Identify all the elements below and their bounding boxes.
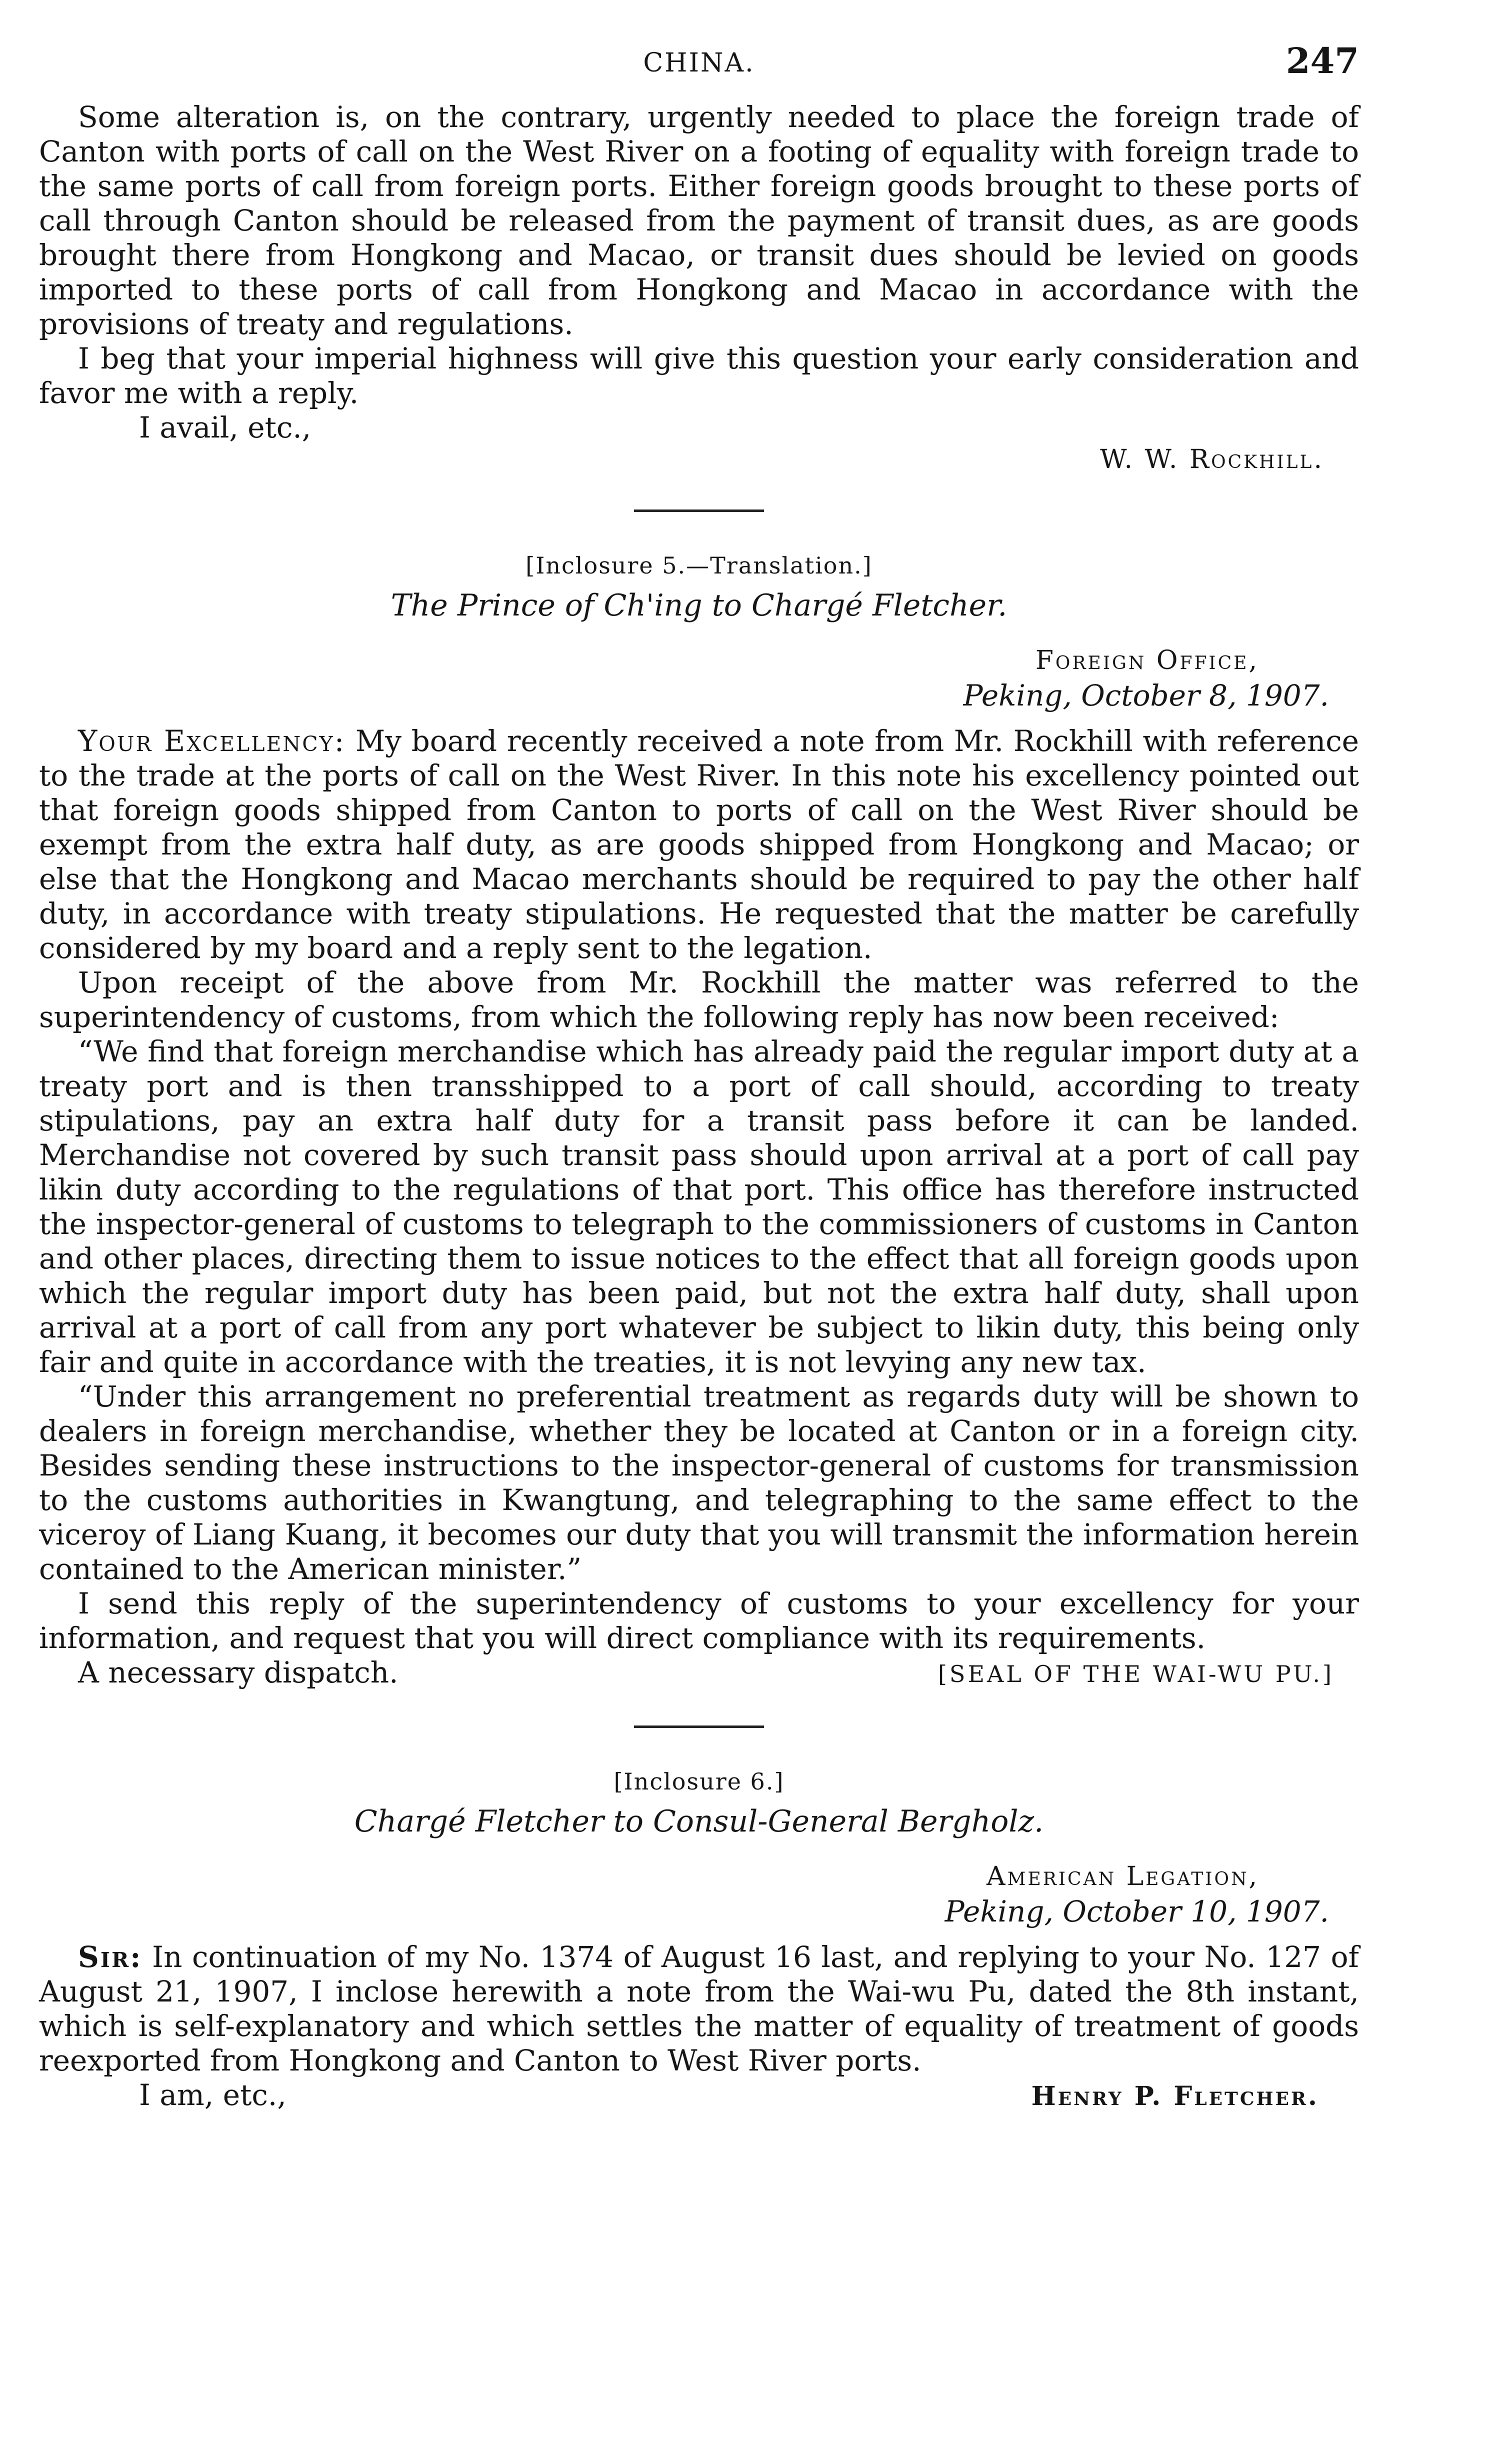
rockhill-letter-end bbox=[39, 100, 1359, 480]
inclosure-title: Chargé Fletcher to Consul-General Bergholz. bbox=[354, 1804, 1044, 1839]
closing-block bbox=[39, 1656, 1359, 1696]
quoted-paragraph: “We find that foreign merchandise which has already paid the regular import duty at a treaty port and is then transshipped to a port of call should, according to treaty stipulations, pay an extra half duty for a transit pass before it can be landed. Merchandise not covered by such transit pass should upon arrival at a port of call pay likin duty according to the regulations of that port. This office has therefore instructed the inspector-general of customs to telegraph to the commissioners of customs in Canton and other places, directing them to issue notices to the effect that all foreign goods upon which the regular import duty has been paid, but not the extra half duty, shall upon arrival at a port of call from any port whatever be subject to likin duty, this being only fair and quite in accordance with the treaties, it is not levying any new tax. bbox=[39, 1034, 1359, 1379]
signature: Henry P. Fletcher. bbox=[1031, 2081, 1319, 2112]
paragraph: I beg that your imperial highness will give this question your early consideration and favor me with a reply. bbox=[39, 342, 1359, 410]
paragraph-text: My board recently received a note from Mr. Rockhill with reference to the trade at the ports of call on the West River. In this note his excellency pointed out that foreign goods shipped from Canton to ports of call on the West River should be exempt from the extra half duty, as are goods shipped from Hongkong and Macao; or else that the Hongkong and Macao merchants should be required to pay the other half duty, in accordance with treaty stipulations. He requested that the matter be carefully considered by my board and a reply sent to the legation. bbox=[39, 724, 1360, 965]
paragraph bbox=[39, 724, 1359, 966]
dateline: Peking, October 8, 1907. bbox=[963, 678, 1329, 712]
paragraph: Some alteration is, on the contrary, urgently needed to place the foreign trade of Canton with ports of call on the West River on a footing of equality with foreign trade to the same ports of call from foreign ports. Either foreign goods brought to these ports of call through Canton should be released from the payment of transit dues, as are goods brought there from Hongkong and Macao, or transit dues should be levied on goods imported to these ports of call from Hongkong and Macao in accordance with the provisions of treaty and regulations. bbox=[39, 100, 1359, 341]
running-title: CHINA. bbox=[643, 48, 755, 78]
dateline-block bbox=[39, 643, 1359, 713]
dateline-block bbox=[39, 1859, 1359, 1929]
page-header bbox=[39, 40, 1359, 100]
signature: W. W. Rockhill. bbox=[1100, 444, 1324, 474]
inclosure-title: The Prince of Ch'ing to Chargé Fletcher. bbox=[390, 588, 1008, 623]
paragraph: Upon receipt of the above from Mr. Rockhill the matter was referred to the superintendency of customs, from which the following reply has now been received: bbox=[39, 966, 1359, 1034]
closing-line: I avail, etc., bbox=[139, 410, 312, 444]
closing-line: A necessary dispatch. bbox=[78, 1656, 398, 1690]
quoted-paragraph: “Under this arrangement no preferential treatment as regards duty will be shown to dealers in foreign merchandise, whether they be located at Canton or in a foreign city. Besides sending these instructions to the inspector-general of customs for transmission to the customs authorities in Kwangtung, and telegraphing to the same effect to the viceroy of Liang Kuang, it becomes our duty that you will transmit the information herein contained to the American minister.” bbox=[39, 1380, 1359, 1586]
dateline: Peking, October 10, 1907. bbox=[944, 1894, 1329, 1928]
section-divider bbox=[634, 510, 764, 512]
inclosure-label: [Inclosure 6.] bbox=[614, 1768, 784, 1795]
closing-block bbox=[39, 2078, 1359, 2118]
closing-block bbox=[39, 410, 1359, 480]
section-divider bbox=[634, 1726, 764, 1728]
salutation: Your Excellency: bbox=[78, 724, 346, 758]
document-page bbox=[39, 40, 1359, 2118]
salutation: Sir: bbox=[78, 1940, 142, 1974]
inclosure-6 bbox=[39, 1768, 1359, 2118]
paragraph-text: In continuation of my No. 1374 of August 16 last, and replying to your No. 127 of August 21, 1907, I inclose herewith a note from the Wai-wu Pu, dated the 8th instant, which is self-explanatory and which settles the matter of equality of treatment of goods reexported from Hongkong and Canton to West River ports. bbox=[39, 1940, 1359, 2078]
inclosure-label: [Inclosure 5.—Translation.] bbox=[526, 552, 872, 579]
office-line: Foreign Office, bbox=[1035, 646, 1259, 676]
seal-note: [SEAL OF THE WAI-WU PU.] bbox=[938, 1660, 1334, 1688]
office-line: American Legation, bbox=[986, 1862, 1259, 1892]
page-number: 247 bbox=[1286, 40, 1359, 82]
closing-line: I am, etc., bbox=[139, 2078, 286, 2112]
paragraph: I send this reply of the superintendency of customs to your excellency for your information, and request that you will direct compliance with its requirements. bbox=[39, 1586, 1359, 1655]
inclosure-5 bbox=[39, 552, 1359, 1696]
paragraph bbox=[39, 1940, 1359, 2078]
